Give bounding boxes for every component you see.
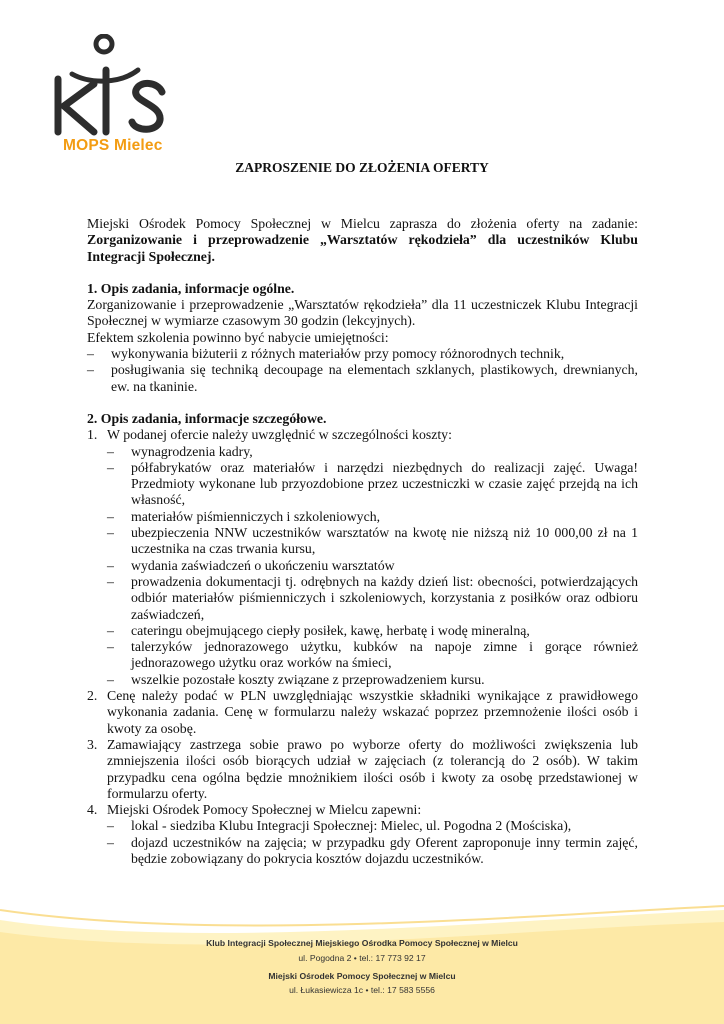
intro-paragraph: Miejski Ośrodek Pomocy Społecznej w Mielcu zaprasza do złożenia oferty na zadanie: Zorganizowanie i przeprowadzenie „Warsztatów rękodzieła” dla uczestników Klubu Integracji Społecznej. xyxy=(87,216,638,264)
footer-line-2: ul. Pogodna 2 • tel.: 17 773 92 17 xyxy=(298,953,426,963)
document-body xyxy=(87,216,638,867)
cost-item: – ubezpieczenia NNW uczestników warsztatów na kwotę nie niższą niż 10 000,00 zł na 1 uczestnika na czas trwania kursu, xyxy=(107,525,638,558)
footer-line-3: Miejski Ośrodek Pomocy Społecznej w Mielcu xyxy=(268,971,456,981)
footer-line-4: ul. Łukasiewicza 1c • tel.: 17 583 5556 xyxy=(289,985,435,995)
cost-item: – prowadzenia dokumentacji tj. odrębnych na każdy dzień list: obecności, potwierdzających odbiór materiałów piśmienniczych i szkoleniowych, korzystania z posiłków oraz odbioru zaświadczeń, xyxy=(107,574,638,623)
numbered-item-4: 4. Miejski Ośrodek Pomocy Społecznej w Mielcu zapewni: xyxy=(87,802,422,818)
provide-item: – lokal - siedziba Klubu Integracji Społecznej: Mielec, ul. Pogodna 2 (Mościska), xyxy=(107,818,638,834)
logo-org-name: MOPS Mielec xyxy=(63,137,163,154)
provide-item: – dojazd uczestników na zajęcia; w przypadku gdy Oferent zaproponuje inny termin zajęć, będzie zobowiązany do pokrycia kosztów dojazdu uczestników. xyxy=(107,835,638,868)
section1-paragraph: Zorganizowanie i przeprowadzenie „Warsztatów rękodzieła” dla 11 uczestniczek Klubu Integracji Społecznej w wymiarze czasowym 30 godzin (lekcyjnych). xyxy=(87,297,638,329)
page-title: ZAPROSZENIE DO ZŁOŻENIA OFERTY xyxy=(235,160,489,175)
footer-line-1: Klub Integracji Społecznej Miejskiego Ośrodka Pomocy Społecznej w Mielcu xyxy=(206,938,518,948)
cost-item: – talerzyków jednorazowego użytku, kubków na napoje zimne i gorące również jednorazowego użytku oraz worków na śmieci, xyxy=(107,639,638,672)
section1-skills-intro: Efektem szkolenia powinno być nabycie umiejętności: xyxy=(87,329,389,345)
task-name: Zorganizowanie i przeprowadzenie „Warsztatów rękodzieła” dla uczestników Klubu Integracji Społecznej. xyxy=(87,232,638,264)
cost-item: – materiałów piśmienniczych i szkoleniowych, xyxy=(107,509,638,525)
cost-item: – wszelkie pozostałe koszty związane z przeprowadzeniem kursu. xyxy=(107,672,638,688)
section2-heading: 2. Opis zadania, informacje szczegółowe. xyxy=(87,410,327,426)
skill-item: – posługiwania się techniką decoupage na elementach szklanych, plastikowych, drewnianych, ew. na tkaninie. xyxy=(87,362,638,395)
skill-item: – wykonywania biżuterii z różnych materiałów przy pomocy różnorodnych technik, xyxy=(87,346,638,362)
cost-item: – wynagrodzenia kadry, xyxy=(107,444,638,460)
cost-item: – półfabrykatów oraz materiałów i narzędzi niezbędnych do realizacji zajęć. Uwaga! Przedmioty wykonane lub przyozdobione przez uczestniczki w czasie zajęć przejdą na ich własność, xyxy=(107,460,638,509)
footer-swoosh xyxy=(0,880,724,1024)
cost-list xyxy=(107,444,638,688)
cost-item: – cateringu obejmującego ciepły posiłek, kawę, herbatę i wodę mineralną, xyxy=(107,623,638,639)
cost-item: – wydania zaświadczeń o ukończeniu warsztatów xyxy=(107,558,638,574)
numbered-item-3: 3. Zamawiający zastrzega sobie prawo po wyborze oferty do możliwości zwiększenia lub zmniejszenia ilości osób biorących udział w zajęciach (z tolerancją do 2 osób). W takim przypadku cena ogólna będzie mnożnikiem ilości osób i kwoty za osobę przedstawionej w formularzu oferty. xyxy=(87,736,638,801)
numbered-item-1: 1. W podanej ofercie należy uwzględnić w szczególności koszty: xyxy=(87,427,452,443)
section1-heading: 1. Opis zadania, informacje ogólne. xyxy=(87,280,295,296)
provides-list xyxy=(107,818,638,867)
numbered-item-2: 2. Cenę należy podać w PLN uwzględniając wszystkie składniki wynikające z prawidłowego wykonania zadania. Cenę w formularzu należy wskazać poprzez przemnożenie ilości osób i kwoty za osobę. xyxy=(87,688,638,736)
